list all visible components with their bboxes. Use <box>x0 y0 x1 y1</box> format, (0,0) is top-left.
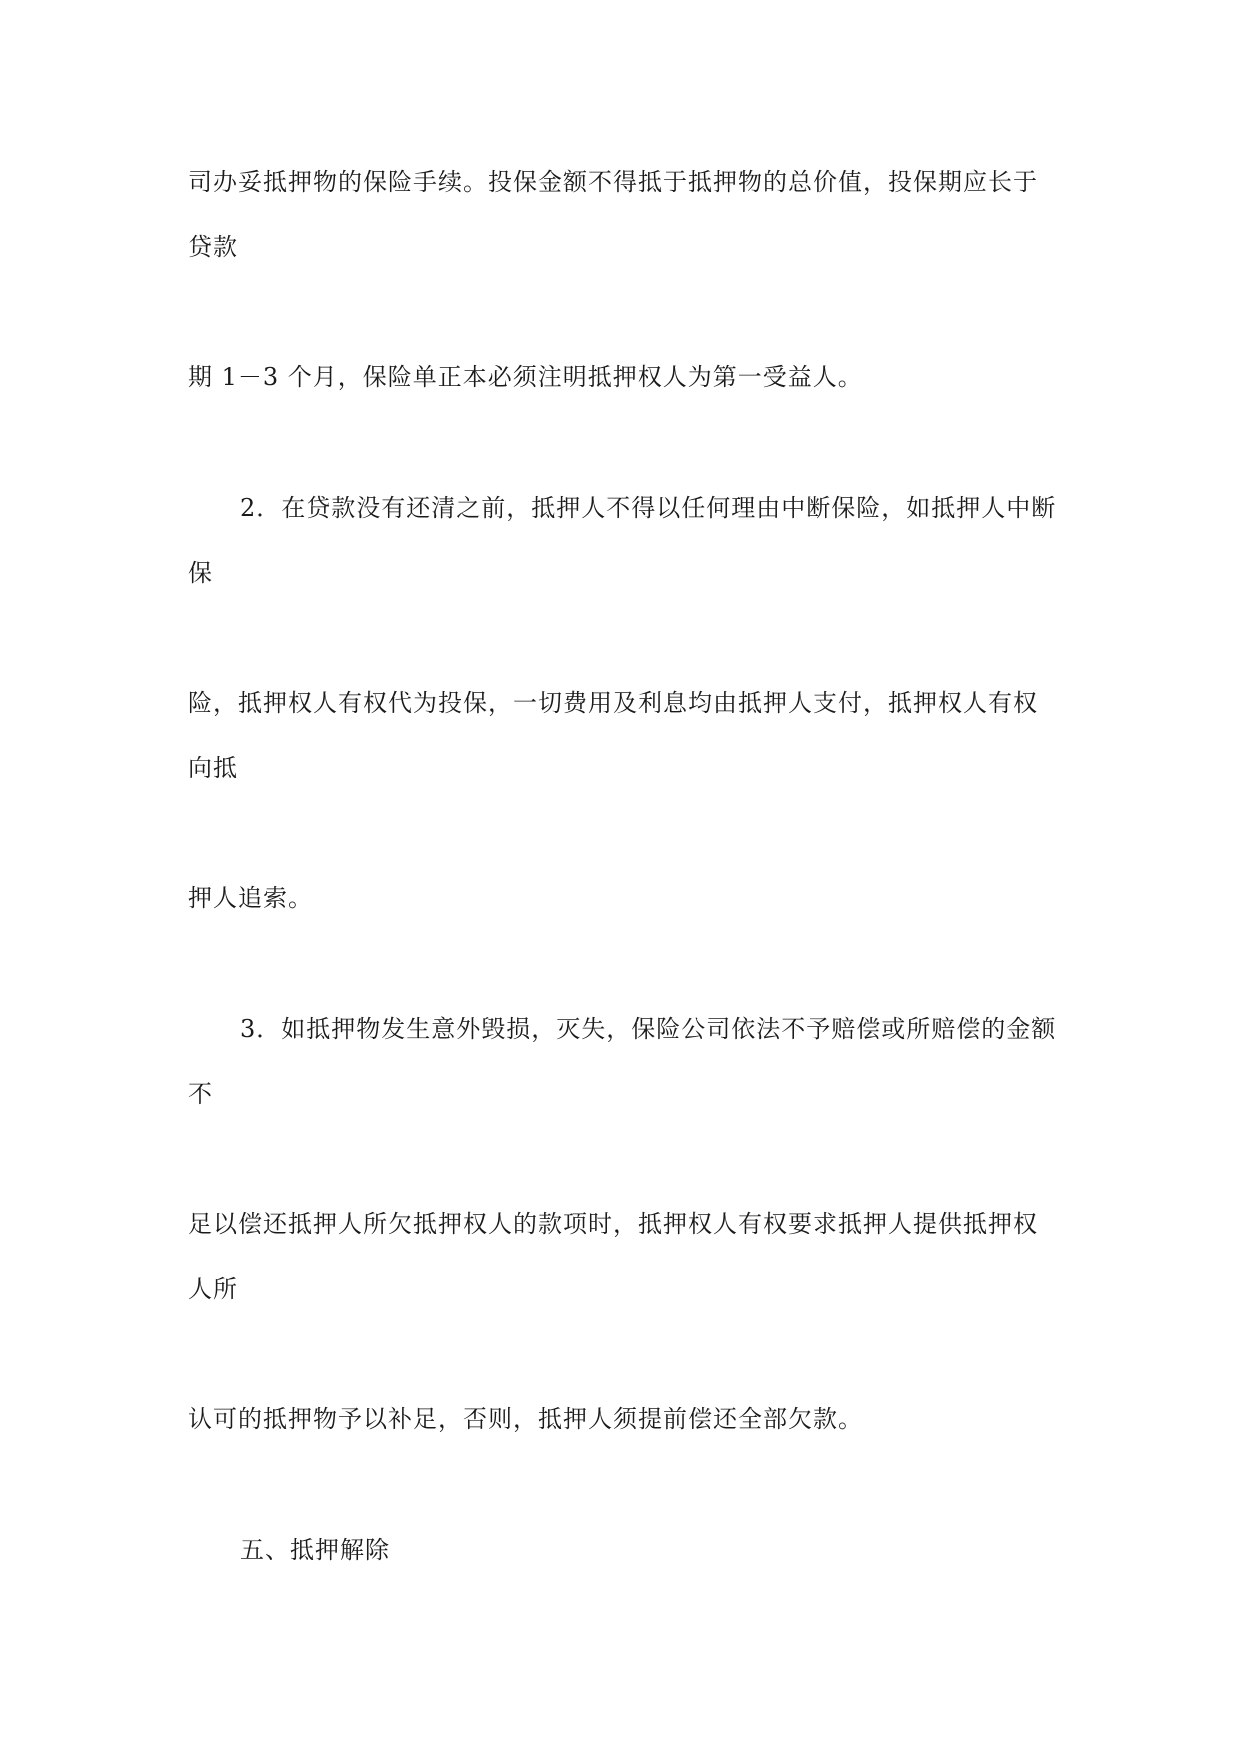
text-line-2: 贷款 <box>188 233 238 261</box>
text-line-5: 保 <box>188 559 213 587</box>
paragraph-3-line-1: 3．如抵押物发生意外毁损，灭失，保险公司依法不予赔偿或所赔偿的金额 <box>240 1015 1057 1043</box>
paragraph-2-line-1: 2．在贷款没有还清之前，抵押人不得以任何理由中断保险，如抵押人中断 <box>240 494 1057 522</box>
text-line-6: 险，抵押权人有权代为投保，一切费用及利息均由抵押人支付，抵押权人有权 <box>188 689 1038 717</box>
section-heading-5: 五、抵押解除 <box>240 1536 390 1564</box>
text-line-8: 押人追索。 <box>188 884 313 912</box>
text-line-1: 司办妥抵押物的保险手续。投保金额不得抵于抵押物的总价值，投保期应长于 <box>188 168 1038 196</box>
text-line-10: 不 <box>188 1080 213 1108</box>
text-line-7: 向抵 <box>188 754 238 782</box>
text-line-3: 期 1－3 个月，保险单正本必须注明抵押权人为第一受益人。 <box>188 363 863 391</box>
text-line-11: 足以偿还抵押人所欠抵押权人的款项时，抵押权人有权要求抵押人提供抵押权 <box>188 1210 1038 1238</box>
text-line-13: 认可的抵押物予以补足，否则，抵押人须提前偿还全部欠款。 <box>188 1405 863 1433</box>
text-line-12: 人所 <box>188 1275 238 1303</box>
